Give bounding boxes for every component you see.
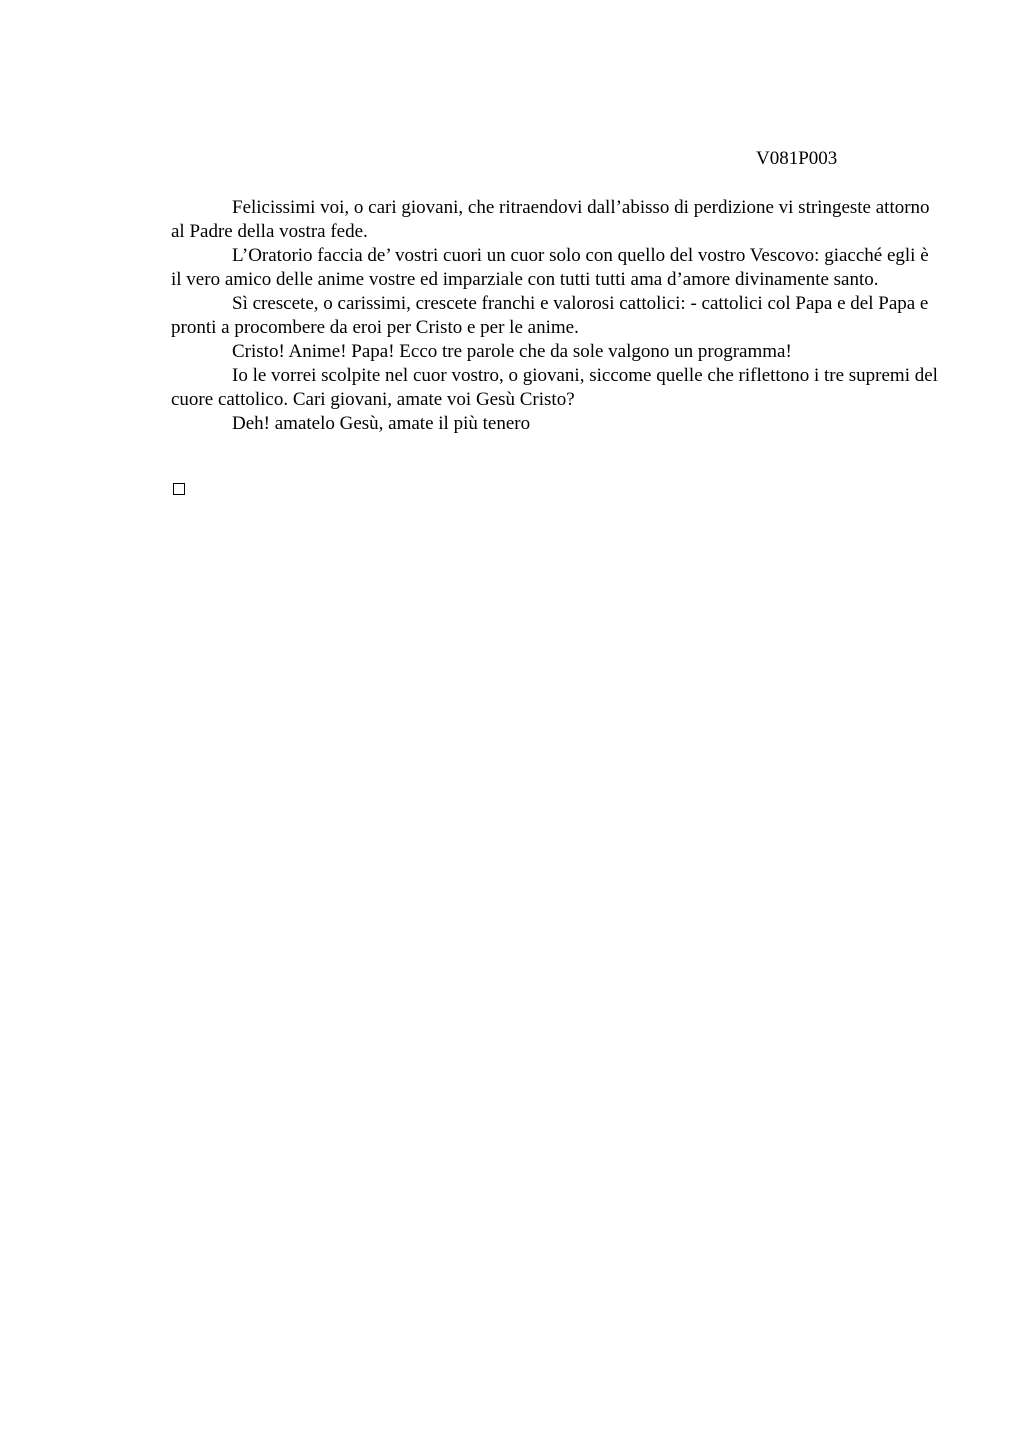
paragraph: Sì crescete, o carissimi, crescete franchi e valorosi cattolici: - cattolici col Papa e del Papa e pronti a procombere da eroi per Cristo e per le anime. <box>171 293 929 338</box>
paragraph: L’Oratorio faccia de’ vostri cuori un cuor solo con quello del vostro Vescovo: giacché egli è il vero amico delle anime vostre ed imparziale con tutti tutti ama d’amore divinamente santo. <box>171 245 929 290</box>
empty-square-icon <box>173 483 185 495</box>
paragraph: Felicissimi voi, o cari giovani, che ritraendovi dall’abisso di perdizione vi stringeste attorno al Padre della vostra fede. <box>171 197 930 242</box>
paragraph: Io le vorrei scolpite nel cuor vostro, o giovani, siccome quelle che riflettono i tre supremi del cuore cattolico. Cari giovani, amate voi Gesù Cristo? <box>171 365 938 410</box>
paragraph: Deh! amatelo Gesù, amate il più tenero <box>232 413 531 434</box>
paragraph: Cristo! Anime! Papa! Ecco tre parole che da sole valgono un programma! <box>232 341 792 362</box>
page-code: V081P003 <box>756 148 838 169</box>
body-text <box>171 196 941 436</box>
